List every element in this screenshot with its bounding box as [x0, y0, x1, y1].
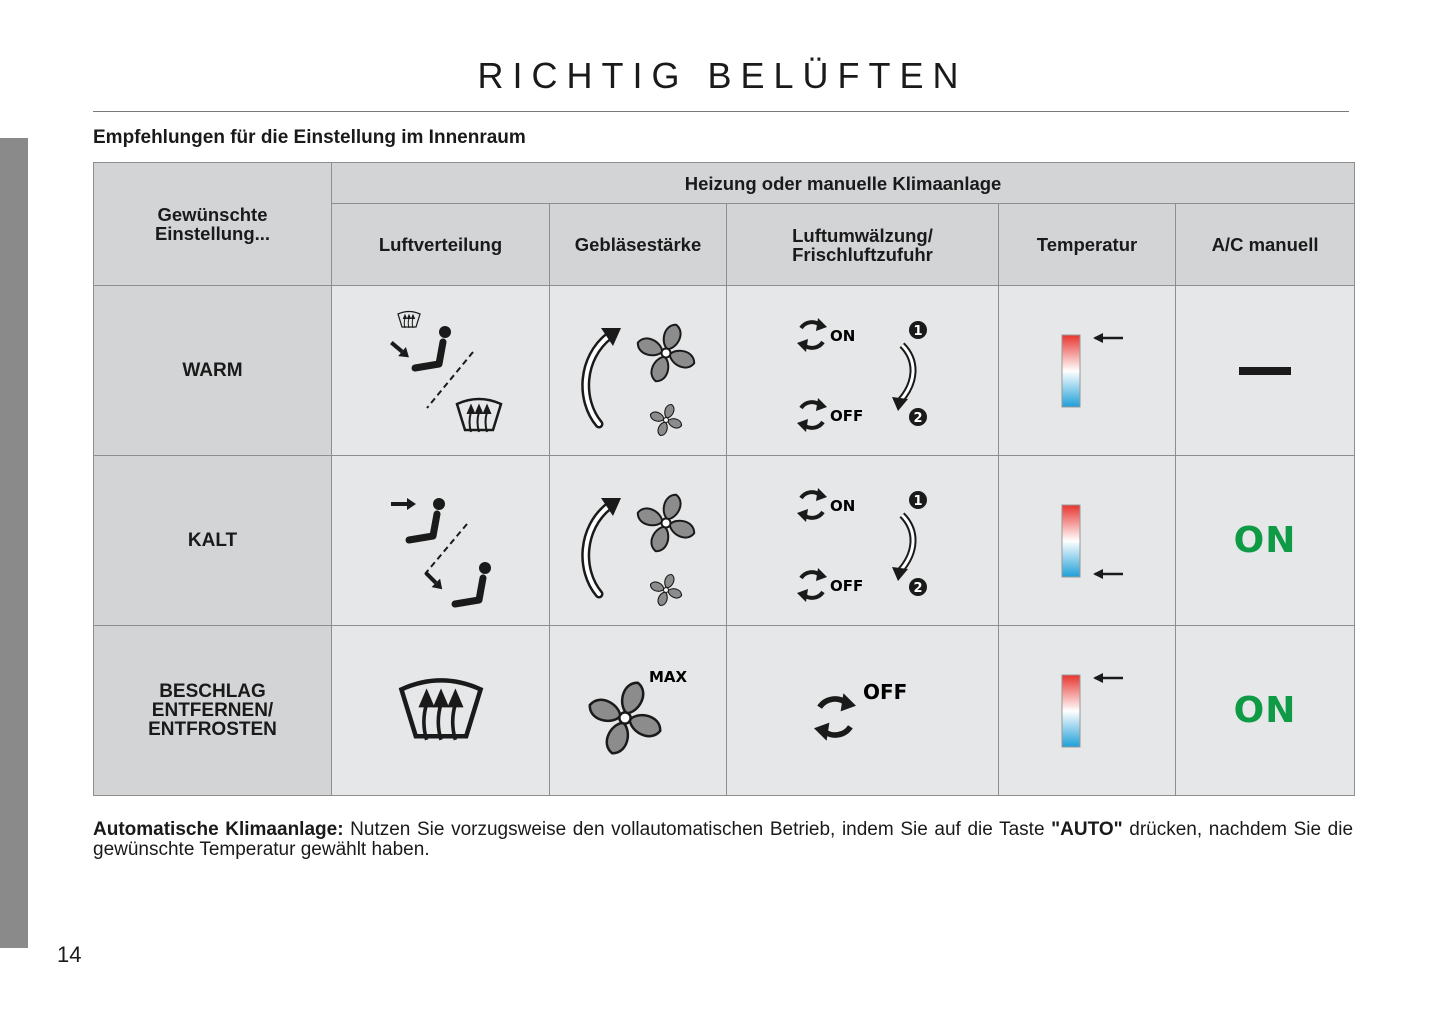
air-distribution-defrost: [332, 626, 550, 796]
fan-speed-warm: [550, 286, 727, 456]
windscreen-defrost-icon: [381, 661, 501, 761]
step-1-badge: 1: [912, 323, 923, 339]
recirculation-off-label: OFF: [862, 679, 907, 704]
footnote-key: "AUTO": [1051, 819, 1123, 840]
row-label-defrost: BESCHLAG ENTFERNEN/ ENTFROSTEN: [94, 626, 332, 796]
corner-header: Gewünschte Einstellung...: [94, 163, 332, 286]
row-label-kalt: KALT: [94, 456, 332, 626]
fan-speed-defrost: [550, 626, 727, 796]
fan-speed-increase-icon: [558, 466, 718, 616]
recirculation-first-label: ON: [829, 326, 855, 345]
footnote-text-2: drücken, nachdem Sie die gewünschte Temperatur gewählt haben.: [93, 819, 1354, 860]
air-distribution-warm: [332, 286, 550, 456]
ac-manual-defrost: [1176, 626, 1355, 796]
thermometer-icon: [1027, 656, 1147, 766]
column-header-air-distribution: Luftverteilung: [332, 204, 550, 286]
column-header-temperature: Temperatur: [999, 204, 1176, 286]
recirculation-second-label: OFF: [829, 406, 863, 425]
column-header-recirculation: Luftumwälzung/ Frischluftzufuhr: [727, 204, 999, 286]
fan-max-label: MAX: [649, 667, 688, 686]
ac-manual-warm: [1176, 286, 1355, 456]
recirculation-second-label: OFF: [829, 576, 863, 595]
column-header-fan-speed: Gebläsestärke: [550, 204, 727, 286]
step-1-badge: 1: [912, 493, 923, 509]
ac-on-label: ON: [1233, 520, 1297, 561]
step-2-badge: 2: [912, 410, 923, 426]
air-distribution-kalt: [332, 456, 550, 626]
page-title: RICHTIG BELÜFTEN: [477, 55, 968, 96]
fan-max-icon: [573, 656, 703, 766]
thermometer-icon: [1027, 486, 1147, 596]
page-number: 14: [57, 942, 82, 967]
table-row-warm: [94, 286, 1355, 456]
recirculation-warm: [727, 286, 999, 456]
footnote-lead: Automatische Klimaanlage:: [93, 819, 344, 840]
settings-table: [93, 162, 1355, 796]
ac-manual-kalt: [1176, 456, 1355, 626]
fan-speed-increase-icon: [558, 296, 718, 446]
temperature-warm: [999, 286, 1176, 456]
temperature-kalt: [999, 456, 1176, 626]
seat-face-feet-icon: [341, 466, 541, 616]
footnote: [93, 820, 1353, 860]
recirculation-kalt: [727, 456, 999, 626]
step-2-badge: 2: [912, 580, 923, 596]
group-header: Heizung oder manuelle Klimaanlage: [332, 163, 1355, 204]
recirculation-defrost: [727, 626, 999, 796]
seat-windscreen-feet-icon: [341, 296, 541, 446]
thermometer-icon: [1027, 316, 1147, 426]
temperature-defrost: [999, 626, 1176, 796]
recirculation-sequence-icon: [778, 301, 948, 441]
footnote-text-1: Nutzen Sie vorzugsweise den vollautomatischen Betrieb, indem Sie auf die Taste: [343, 819, 1052, 840]
ac-on-label: ON: [1233, 690, 1297, 731]
table-row-kalt: [94, 456, 1355, 626]
recirculation-sequence-icon: [778, 471, 948, 611]
fan-speed-kalt: [550, 456, 727, 626]
side-bar: [0, 138, 28, 948]
recirculation-off-icon: [793, 661, 933, 761]
title-rule: [93, 111, 1349, 112]
recirculation-first-label: ON: [829, 496, 855, 515]
row-label-warm: WARM: [94, 286, 332, 456]
section-heading: Empfehlungen für die Einstellung im Innenraum: [93, 127, 526, 148]
ac-off-dash: [1239, 367, 1291, 375]
column-header-ac-manual: A/C manuell: [1176, 204, 1355, 286]
table-row-defrost: [94, 626, 1355, 796]
